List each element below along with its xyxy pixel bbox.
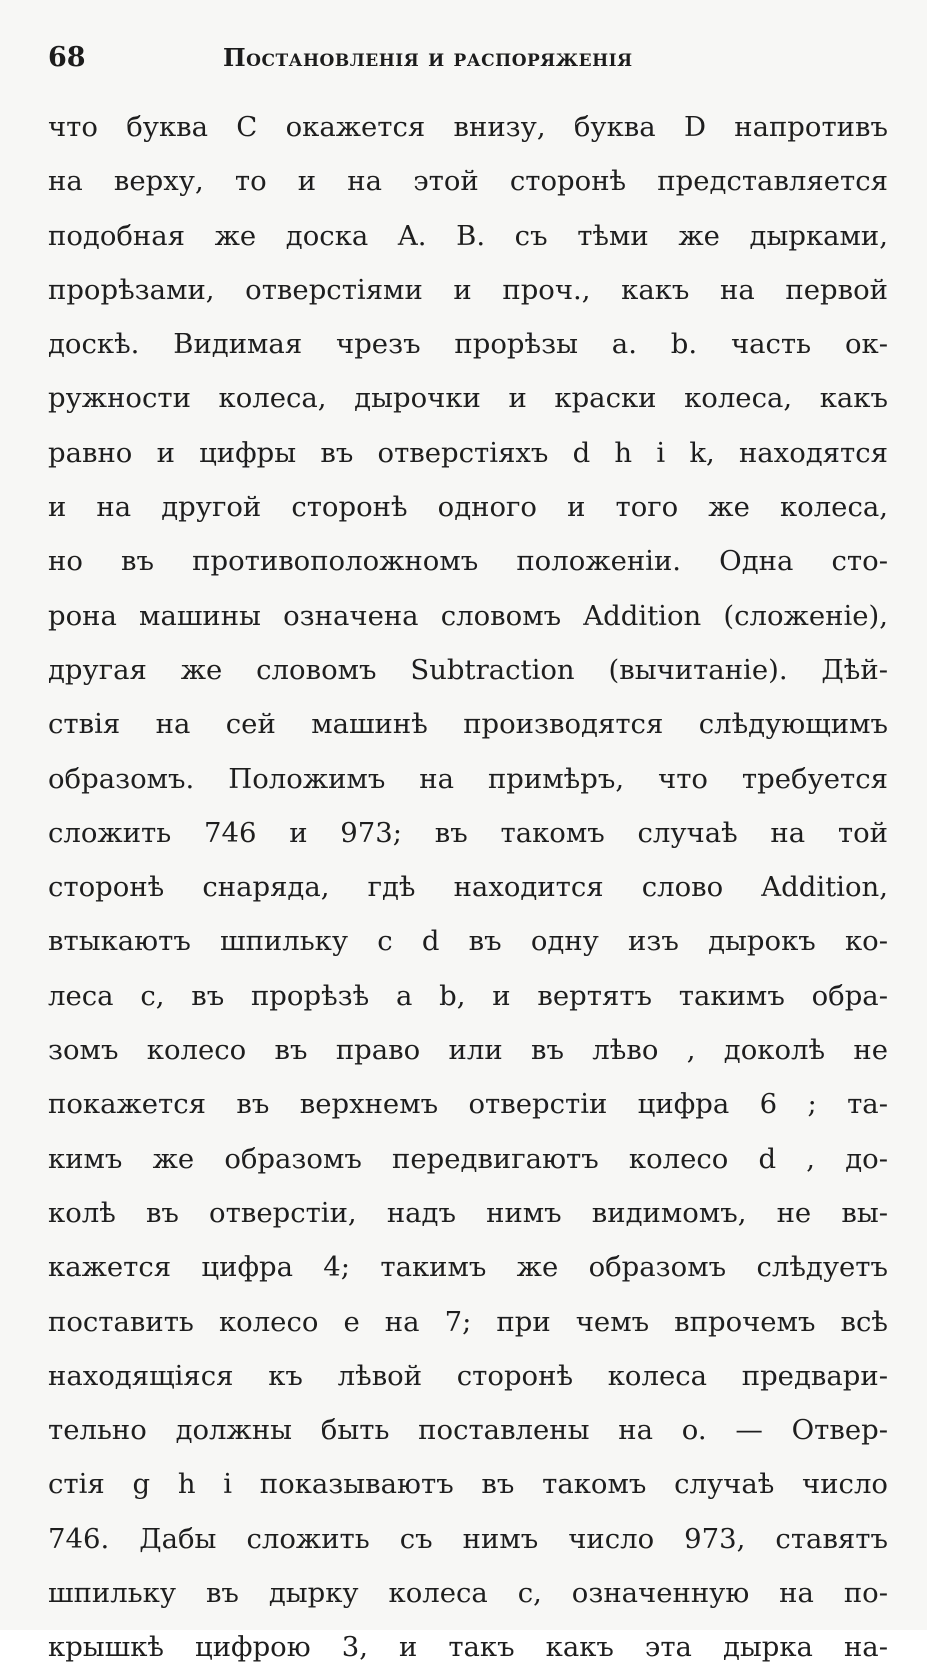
text-line: рона машины означена словомъ Addition (сложеніе),	[48, 599, 888, 632]
text-line: сторонѣ снаряда, гдѣ находится слово Addition,	[48, 871, 888, 904]
text-line: подобная же доска A. B. съ тѣми же дырками,	[48, 219, 888, 252]
text-line: но въ противоположномъ положеніи. Одна сто-	[48, 545, 888, 578]
text-line: леса c, въ прорѣзѣ a b, и вертятъ такимъ обра-	[48, 979, 888, 1012]
text-line: сложить 746 и 973; въ такомъ случаѣ на той	[48, 816, 888, 849]
text-line: равно и цифры въ отверстіяхъ d h i k, находятся	[48, 436, 888, 469]
text-line: шпильку въ дырку колеса c, означенную на по-	[48, 1577, 888, 1610]
text-line: поставить колесо e на 7; при чемъ впрочемъ всѣ	[48, 1305, 888, 1338]
text-line: прорѣзами, отверстіями и проч., какъ на первой	[48, 273, 888, 306]
text-line: тельно должны быть поставлены на o. — Отвер-	[48, 1414, 888, 1447]
running-title: Постановленія и распоряженія	[223, 43, 633, 72]
text-line: колѣ въ отверстіи, надъ нимъ видимомъ, не вы-	[48, 1196, 888, 1229]
text-line: 746. Дабы сложить съ нимъ число 973, ставятъ	[48, 1522, 888, 1555]
text-line: зомъ колесо въ право или въ лѣво , доколѣ не	[48, 1034, 888, 1067]
text-line: доскѣ. Видимая чрезъ прорѣзы a. b. часть ок-	[48, 328, 888, 361]
text-line: кимъ же образомъ передвигаютъ колесо d , до-	[48, 1142, 888, 1175]
text-line: стія g h i показываютъ въ такомъ случаѣ число	[48, 1468, 888, 1501]
text-line: ствія на сей машинѣ производятся слѣдующимъ	[48, 708, 888, 741]
text-line: и на другой сторонѣ одного и того же колеса,	[48, 491, 888, 524]
text-line: на верху, то и на этой сторонѣ представляется	[48, 165, 888, 198]
text-line: ружности колеса, дырочки и краски колеса, какъ	[48, 382, 888, 415]
text-line: находящіяся къ лѣвой сторонѣ колеса предвари-	[48, 1359, 888, 1392]
running-head	[48, 38, 887, 78]
body-text	[48, 100, 888, 1675]
text-line: образомъ. Положимъ на примѣръ, что требуется	[48, 762, 888, 795]
text-line: что буква C окажется внизу, буква D напротивъ	[48, 111, 888, 143]
text-line: крышкѣ цифрою 3, и такъ какъ эта дырка на-	[48, 1631, 888, 1664]
text-line: покажется въ верхнемъ отверстіи цифра 6 ; та-	[48, 1088, 888, 1121]
text-line: другая же словомъ Subtraction (вычитаніе). Дѣй-	[48, 653, 888, 686]
page-number: 68	[48, 42, 86, 73]
text-line: кажется цифра 4; такимъ же образомъ слѣдуетъ	[48, 1251, 888, 1284]
text-line: втыкаютъ шпильку c d въ одну изъ дырокъ ко-	[48, 925, 888, 958]
